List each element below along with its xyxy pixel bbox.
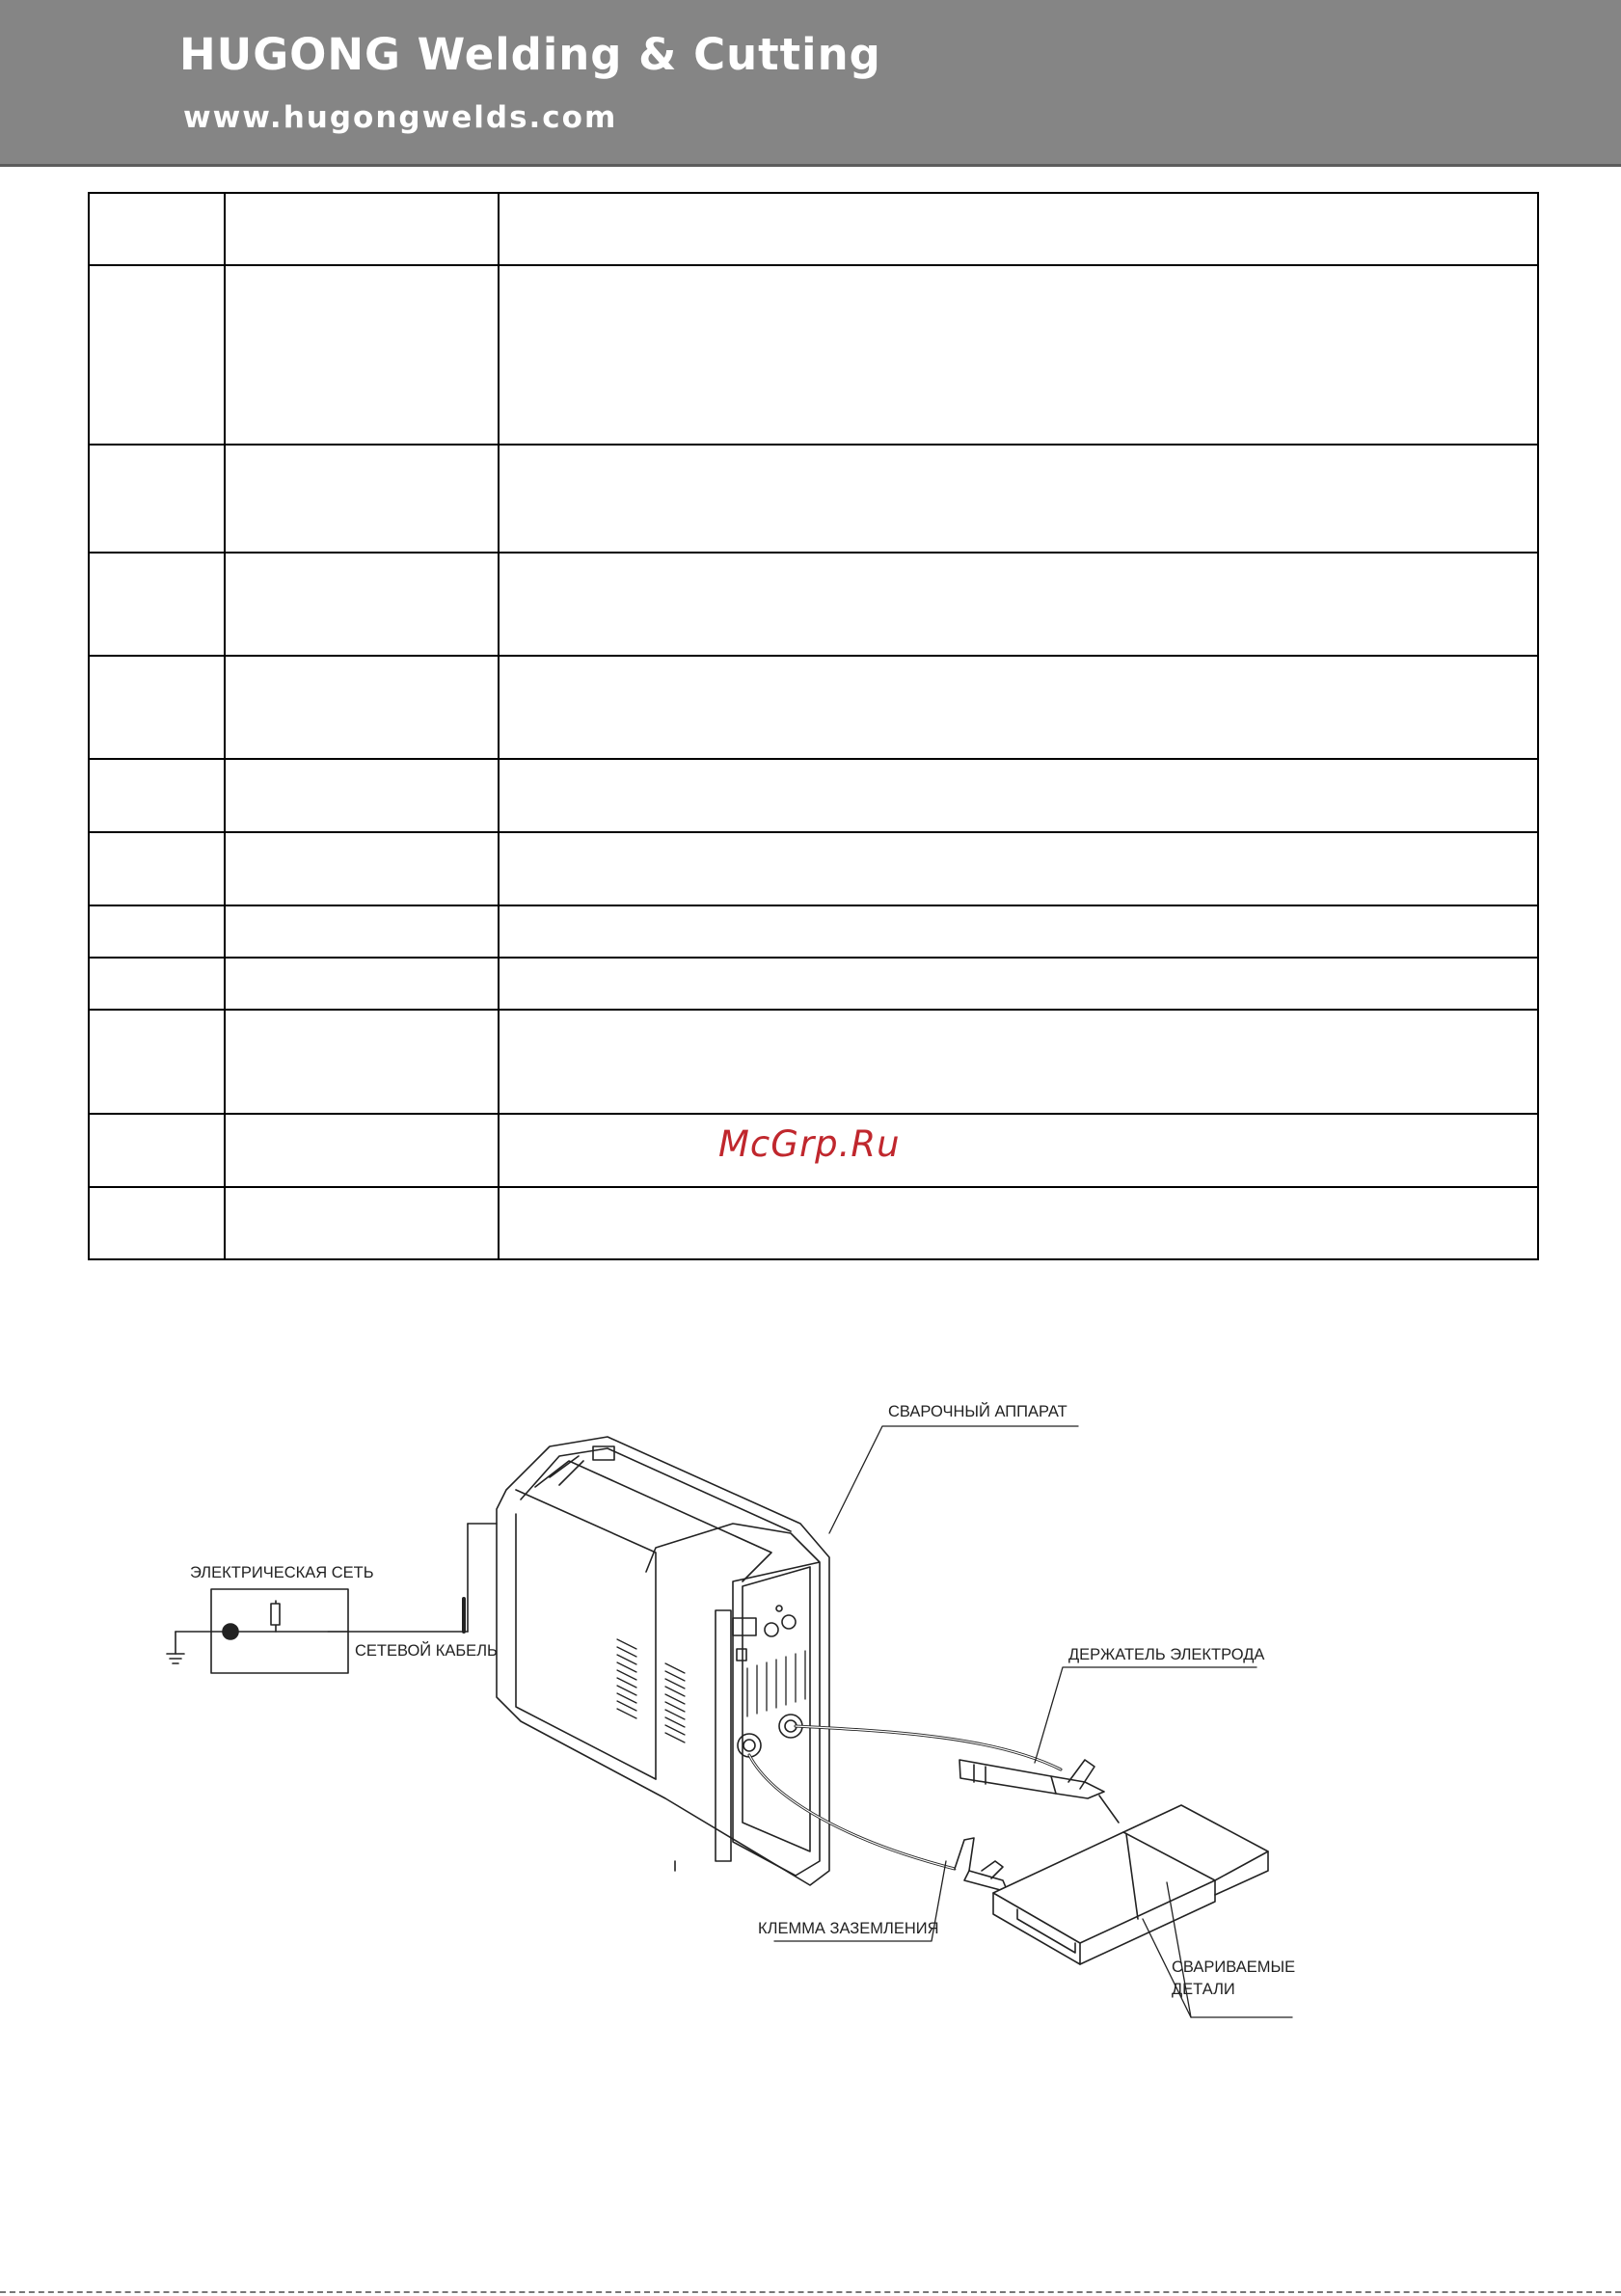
table-cell (225, 958, 499, 1010)
table-cell (225, 905, 499, 958)
table-row (90, 958, 1537, 1010)
footer-divider (0, 2291, 1621, 2293)
table-cell (90, 1114, 225, 1187)
label-workpieces-line1: СВАРИВАЕМЫЕ (1172, 1958, 1296, 1976)
table-cell (90, 445, 225, 553)
table-cell (90, 958, 225, 1010)
welding-cables (749, 1726, 1061, 1869)
table-cell (225, 656, 499, 759)
electrode-holder-drawing (959, 1760, 1119, 1823)
table-cell (225, 194, 499, 265)
label-ground-clamp: КЛЕММА ЗАЗЕМЛЕНИЯ (758, 1920, 939, 1937)
table-cell (499, 1187, 1537, 1260)
table-cell (225, 265, 499, 445)
label-workpieces-line2: ДЕТАЛИ (1172, 1981, 1235, 1998)
welding-machine-drawing (497, 1437, 829, 1885)
table-cell (499, 656, 1537, 759)
table-cell (499, 832, 1537, 905)
table-cell (90, 265, 225, 445)
table-cell (225, 1010, 499, 1114)
label-power-cable: СЕТЕВОЙ КАБЕЛЬ (355, 1642, 498, 1660)
page-header (0, 0, 1621, 167)
table-cell (225, 553, 499, 656)
brand-title: HUGONG Welding & Cutting (179, 29, 881, 80)
table-cell (90, 905, 225, 958)
table-row (90, 553, 1537, 656)
table-cell (499, 1010, 1537, 1114)
connection-diagram (154, 1403, 1311, 2035)
table-row (90, 656, 1537, 759)
table-cell (499, 759, 1537, 832)
table-row (90, 905, 1537, 958)
table-cell (499, 905, 1537, 958)
table-cell (499, 194, 1537, 265)
brand-url: www.hugongwelds.com (183, 100, 618, 135)
table-cell (90, 194, 225, 265)
table-cell (90, 1187, 225, 1260)
workpieces-drawing (993, 1805, 1268, 1964)
table-cell (225, 759, 499, 832)
table-cell (499, 445, 1537, 553)
table-row (90, 445, 1537, 553)
table-cell (90, 656, 225, 759)
table-cell (90, 553, 225, 656)
table-cell (90, 832, 225, 905)
table-row (90, 1187, 1537, 1260)
label-power-grid: ЭЛЕКТРИЧЕСКАЯ СЕТЬ (190, 1564, 374, 1581)
table-cell (90, 759, 225, 832)
table-row (90, 759, 1537, 832)
table-row (90, 832, 1537, 905)
table-cell (225, 832, 499, 905)
table-cell (225, 1187, 499, 1260)
table-cell (225, 445, 499, 553)
ground-symbol-icon (167, 1632, 211, 1663)
label-welding-machine: СВАРОЧНЫЙ АППАРАТ (888, 1403, 1067, 1420)
table-row (90, 265, 1537, 445)
table-cell (499, 958, 1537, 1010)
label-electrode-holder: ДЕРЖАТЕЛЬ ЭЛЕКТРОДА (1068, 1646, 1265, 1663)
ground-clamp-drawing (955, 1838, 1008, 1892)
table-row (90, 194, 1537, 265)
spec-table (88, 192, 1539, 1260)
table-cell (499, 265, 1537, 445)
table-row (90, 1010, 1537, 1114)
table-cell (90, 1010, 225, 1114)
watermark: McGrp.Ru (718, 1123, 901, 1165)
table-cell (499, 1114, 1537, 1187)
table-cell (225, 1114, 499, 1187)
table-cell (499, 553, 1537, 656)
